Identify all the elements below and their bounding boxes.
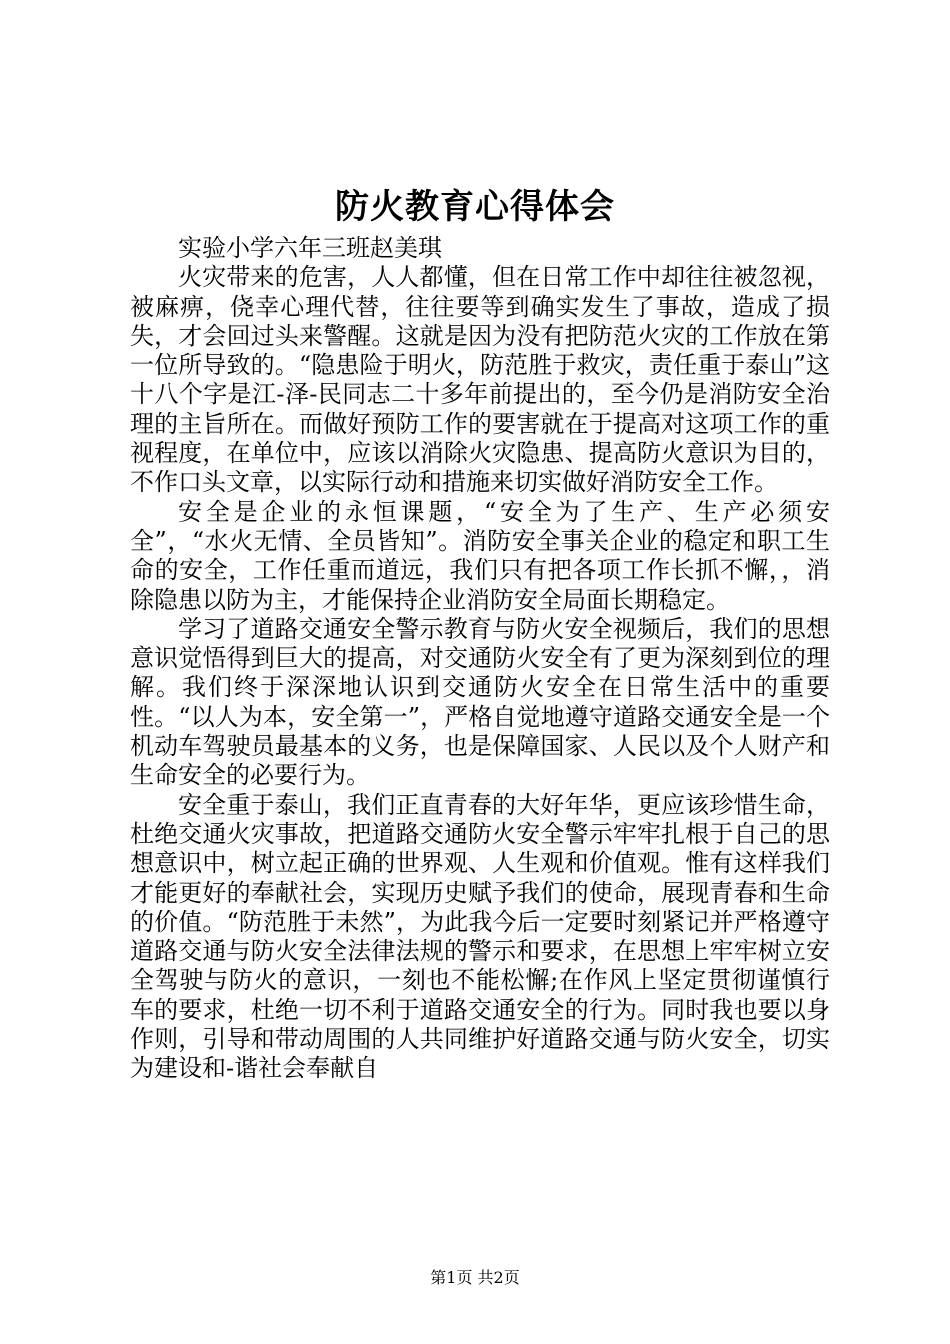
- paragraph: 安全重于泰山，我们正直青春的大好年华，更应该珍惜生命，杜绝交通火灾事故，把道路交通防火安全警示牢牢扎根于自己的思想意识中，树立起正确的世界观、人生观和价值观。惟有这样我们才能更好的奉献社会，实现历史赋予我们的使命，展现青春和生命的价值。“防范胜于未然”，为此我今后一定要时刻紧记并严格遵守道路交通与防火安全法律法规的警示和要求，在思想上牢牢树立安全驾驶与防火的意识，一刻也不能松懈;在作风上坚定贯彻谨慎行车的要求，杜绝一切不利于道路交通安全的行为。同时我也要以身作则，引导和带动周围的人共同维护好道路交通与防火安全，切实为建设和-谐社会奉献自: [130, 790, 830, 1083]
- paragraph: 学习了道路交通安全警示教育与防火安全视频后，我们的思想意识觉悟得到巨大的提高，对交通防火安全有了更为深刻到位的理解。我们终于深深地认识到交通防火安全在日常生活中的重要性。“以人为本，安全第一”，严格自觉地遵守道路交通安全是一个机动车驾驶员最基本的义务，也是保障国家、人民以及个人财产和生命安全的必要行为。: [130, 614, 830, 790]
- document-body: [130, 234, 830, 1084]
- paragraph: 火灾带来的危害，人人都懂，但在日常工作中却往往被忽视，被麻痹，侥幸心理代替，往往要等到确实发生了事故，造成了损失，才会回过头来警醒。这就是因为没有把防范火灾的工作放在第一位所导致的。“隐患险于明火，防范胜于救灾，责任重于泰山”这十八个字是江-泽-民同志二十多年前提出的，至今仍是消防安全治理的主旨所在。而做好预防工作的要害就在于提高对这项工作的重视程度，在单位中，应该以消除火灾隐患、提高防火意识为目的，不作口头文章，以实际行动和措施来切实做好消防安全工作。: [130, 263, 830, 497]
- paragraph: 安全是企业的永恒课题，“安全为了生产、生产必须安全”，“水火无情、全员皆知”。消防安全事关企业的稳定和职工生命的安全，工作任重而道远，我们只有把各项工作长抓不懈，，消除隐患以防为主，才能保持企业消防安全局面长期稳定。: [130, 497, 830, 614]
- document-title: 防火教育心得体会: [335, 187, 615, 227]
- page-number: 第1页 共2页: [430, 1268, 520, 1287]
- author-line: 实验小学六年三班赵美琪: [178, 234, 442, 262]
